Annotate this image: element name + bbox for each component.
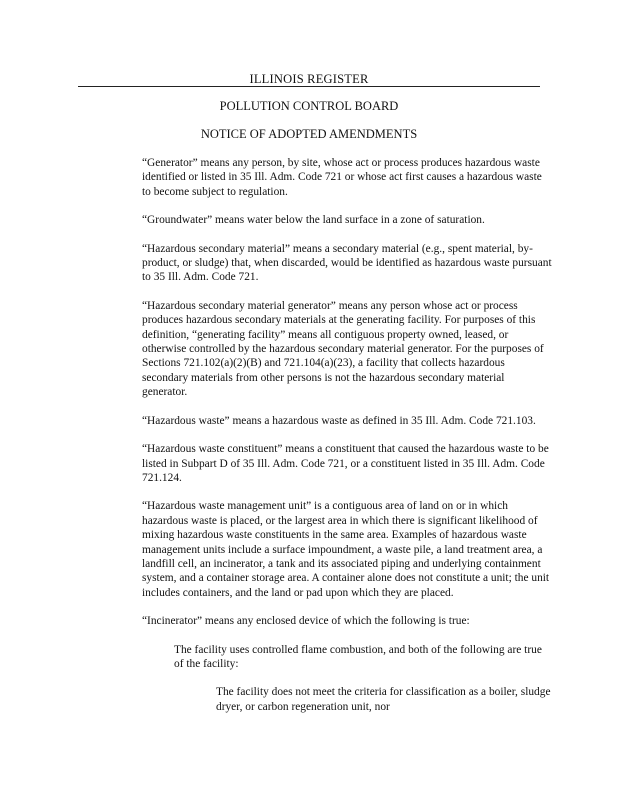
definition-hazardous-waste-management-unit: “Hazardous waste management unit” is a contiguous area of land on or in which hazardous waste is placed, or the largest area in which there is significant likelihood of mixing hazardous waste constituents in the same area. Examples of hazardous waste management units include a surface impoundment, a waste pile, a land treatment area, a landfill cell, an incinerator, a tank and its associated piping and underlying containment system, and a container storage area. A container alone does not constitute a unit; the unit includes containers, and the land or pad upon which they are placed. <box>142 500 550 599</box>
definition-hazardous-secondary-material: “Hazardous secondary material” means a secondary material (e.g., spent material, by-product, or sludge) that, when discarded, would be identified as hazardous waste pursuant to 35 Ill. Adm. Code 721. <box>142 242 552 284</box>
definition-incinerator: “Incinerator” means any enclosed device of which the following is true: <box>142 615 470 628</box>
incinerator-subparagraph: The facility uses controlled flame combustion, and both of the following are true of the facility: <box>174 643 542 670</box>
document-body <box>142 156 552 714</box>
definition-generator: “Generator” means any person, by site, whose act or process produces hazardous waste identified or listed in 35 Ill. Adm. Code 721 or whose act first causes a hazardous waste to become subject to regulation. <box>142 157 542 198</box>
notice-title: NOTICE OF ADOPTED AMENDMENTS <box>200 127 418 141</box>
definition-groundwater: “Groundwater” means water below the land surface in a zone of saturation. <box>142 214 485 227</box>
incinerator-subsubparagraph: The facility does not meet the criteria for classification as a boiler, sludge dryer, or carbon regeneration unit, nor <box>216 686 551 713</box>
board-title: POLLUTION CONTROL BOARD <box>219 99 399 113</box>
definition-hazardous-secondary-material-generator: “Hazardous secondary material generator” means any person whose act or process produces hazardous secondary materials at the generating facility. For purposes of this definition, “generating facility” means all contiguous property owned, leased, or otherwise controlled by the hazardous secondary material generator. For the purposes of Sections 721.102(a)(2)(B) and 721.104(a)(23), a facility that collects hazardous secondary materials from other persons is not the hazardous secondary material generator. <box>142 299 544 399</box>
definition-hazardous-waste-constituent: “Hazardous waste constituent” means a constituent that caused the hazardous waste to be listed in Subpart D of 35 Ill. Adm. Code 721, or a constituent listed in 35 Ill. Adm. Code 721.124. <box>142 443 549 484</box>
definition-hazardous-waste: “Hazardous waste” means a hazardous waste as defined in 35 Ill. Adm. Code 721.103. <box>142 414 536 427</box>
register-header: ILLINOIS REGISTER <box>249 72 369 86</box>
header-rule <box>78 86 540 87</box>
